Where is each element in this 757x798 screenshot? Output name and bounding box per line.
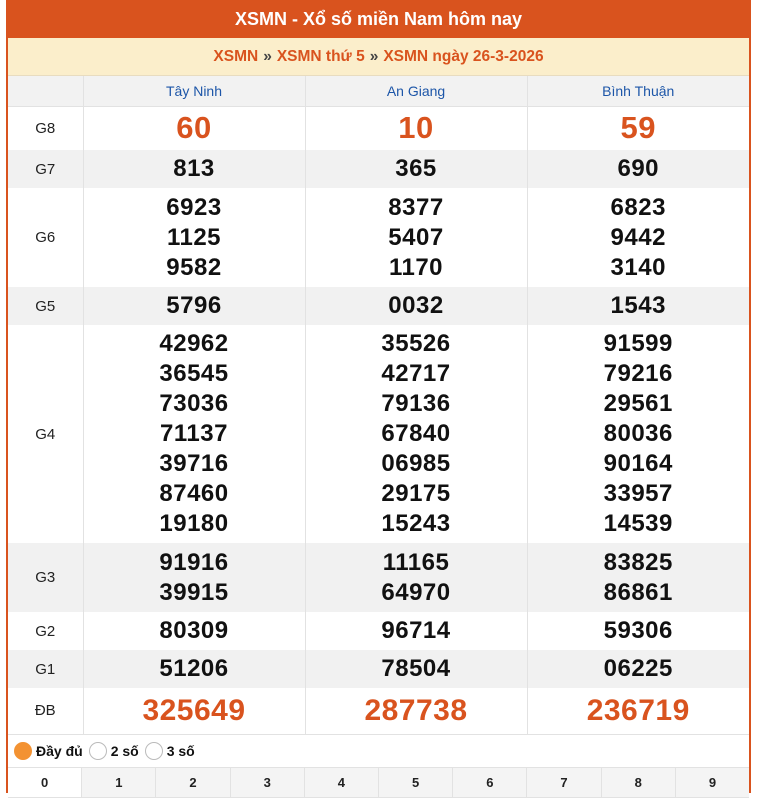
prize-number: 5796 bbox=[166, 292, 222, 319]
prize-number: 64970 bbox=[381, 578, 451, 606]
page-title: XSMN - Xổ số miền Nam hôm nay bbox=[8, 0, 749, 38]
prize-column-header bbox=[8, 76, 83, 106]
prize-number: 91916 bbox=[159, 548, 229, 576]
prize-label: G5 bbox=[8, 287, 83, 325]
prize-number: 59306 bbox=[603, 617, 673, 644]
breadcrumb-link-xsmn[interactable]: XSMN bbox=[213, 47, 259, 65]
prize-number: 11165 bbox=[382, 548, 450, 576]
display-options bbox=[8, 735, 749, 768]
breadcrumb-separator: » bbox=[369, 47, 379, 65]
prize-number: 9582 bbox=[166, 253, 222, 281]
prize-row-g7 bbox=[8, 150, 749, 188]
digit-filter-9[interactable]: 9 bbox=[676, 768, 749, 797]
radio-selected-icon[interactable] bbox=[14, 742, 32, 760]
prize-number: 1125 bbox=[166, 223, 222, 251]
prize-number: 73036 bbox=[159, 390, 229, 417]
prize-row-g8 bbox=[8, 106, 749, 150]
results-panel bbox=[6, 0, 751, 793]
prize-number: 813 bbox=[173, 155, 215, 182]
prize-number: 80036 bbox=[603, 420, 673, 447]
prize-label: G7 bbox=[8, 150, 83, 188]
breadcrumb-link-weekday[interactable]: XSMN thứ 5 bbox=[276, 47, 365, 65]
digit-filter-4[interactable]: 4 bbox=[305, 768, 379, 797]
prize-number: 42717 bbox=[381, 360, 451, 387]
digit-filter-0[interactable]: 0 bbox=[8, 768, 82, 797]
digit-filter-1[interactable]: 1 bbox=[82, 768, 156, 797]
province-header-an-giang[interactable]: An Giang bbox=[305, 76, 527, 106]
option-label: 3 số bbox=[166, 742, 195, 759]
prize-number: 10 bbox=[398, 110, 434, 146]
special-prize-number: 236719 bbox=[586, 693, 690, 727]
breadcrumb-separator: » bbox=[263, 47, 272, 65]
prize-number: 3140 bbox=[610, 253, 666, 281]
prize-number: 67840 bbox=[381, 420, 451, 447]
prize-label: G3 bbox=[8, 543, 83, 612]
province-header-binh-thuan[interactable]: Bình Thuận bbox=[527, 76, 749, 106]
prize-row-special bbox=[8, 688, 749, 734]
prize-number: 19180 bbox=[159, 510, 229, 537]
option-full[interactable] bbox=[14, 742, 83, 760]
special-prize-number: 325649 bbox=[142, 693, 246, 727]
prize-number: 6823 bbox=[610, 193, 666, 221]
option-label: Đầy đủ bbox=[36, 742, 83, 759]
prize-number: 87460 bbox=[159, 480, 229, 507]
prize-row-g5 bbox=[8, 287, 749, 325]
digit-filter-3[interactable]: 3 bbox=[231, 768, 305, 797]
prize-label: G1 bbox=[8, 650, 83, 688]
prize-label: ĐB bbox=[8, 688, 83, 734]
prize-label: G4 bbox=[8, 325, 83, 543]
prize-number: 365 bbox=[395, 155, 437, 182]
digit-filter-bar bbox=[8, 768, 749, 798]
prize-label: G6 bbox=[8, 188, 83, 287]
province-header-row bbox=[8, 76, 749, 106]
breadcrumb-link-date[interactable]: XSMN ngày 26-3-2026 bbox=[383, 47, 544, 65]
prize-number: 96714 bbox=[381, 617, 451, 644]
prize-number: 29561 bbox=[603, 390, 673, 417]
prize-number: 80309 bbox=[159, 617, 229, 644]
prize-label: G8 bbox=[8, 106, 83, 150]
prize-number: 79216 bbox=[603, 360, 673, 387]
prize-number: 06985 bbox=[381, 450, 451, 477]
prize-number: 39915 bbox=[159, 578, 229, 606]
prize-number: 79136 bbox=[381, 390, 451, 417]
prize-number: 60 bbox=[176, 110, 212, 146]
option-2-digits[interactable] bbox=[89, 742, 139, 760]
results-table bbox=[8, 76, 749, 735]
prize-number: 5407 bbox=[388, 223, 444, 251]
prize-number: 14539 bbox=[603, 510, 673, 537]
prize-number: 0032 bbox=[388, 292, 444, 319]
prize-row-g4 bbox=[8, 325, 749, 543]
prize-number: 90164 bbox=[603, 450, 673, 477]
digit-filter-7[interactable]: 7 bbox=[527, 768, 601, 797]
prize-number: 33957 bbox=[603, 480, 673, 507]
digit-filter-5[interactable]: 5 bbox=[379, 768, 453, 797]
prize-number: 86861 bbox=[603, 578, 673, 606]
prize-row-g1 bbox=[8, 650, 749, 688]
prize-number: 91599 bbox=[603, 330, 673, 357]
prize-row-g2 bbox=[8, 612, 749, 650]
prize-number: 8377 bbox=[388, 193, 444, 221]
prize-row-g6 bbox=[8, 188, 749, 287]
prize-row-g3 bbox=[8, 543, 749, 612]
radio-icon[interactable] bbox=[89, 742, 107, 760]
prize-number: 1170 bbox=[388, 253, 444, 281]
prize-number: 51206 bbox=[159, 655, 229, 682]
prize-label: G2 bbox=[8, 612, 83, 650]
prize-number: 36545 bbox=[159, 360, 229, 387]
province-header-tay-ninh[interactable]: Tây Ninh bbox=[83, 76, 305, 106]
prize-number: 06225 bbox=[603, 655, 673, 682]
prize-number: 35526 bbox=[381, 330, 451, 357]
prize-number: 59 bbox=[620, 110, 656, 146]
prize-number: 71137 bbox=[160, 420, 228, 447]
prize-number: 78504 bbox=[381, 655, 451, 682]
prize-number: 29175 bbox=[381, 480, 451, 507]
option-label: 2 số bbox=[110, 742, 139, 759]
radio-icon[interactable] bbox=[145, 742, 163, 760]
prize-number: 1543 bbox=[610, 292, 666, 319]
prize-number: 15243 bbox=[381, 510, 451, 537]
digit-filter-2[interactable]: 2 bbox=[156, 768, 230, 797]
option-3-digits[interactable] bbox=[145, 742, 195, 760]
prize-number: 42962 bbox=[159, 330, 229, 357]
digit-filter-8[interactable]: 8 bbox=[602, 768, 676, 797]
digit-filter-6[interactable]: 6 bbox=[453, 768, 527, 797]
prize-number: 83825 bbox=[603, 548, 673, 576]
breadcrumb bbox=[8, 38, 749, 76]
special-prize-number: 287738 bbox=[364, 693, 468, 727]
prize-number: 39716 bbox=[159, 450, 229, 477]
prize-number: 690 bbox=[617, 155, 660, 182]
prize-number: 9442 bbox=[610, 223, 666, 251]
prize-number: 6923 bbox=[166, 193, 222, 221]
